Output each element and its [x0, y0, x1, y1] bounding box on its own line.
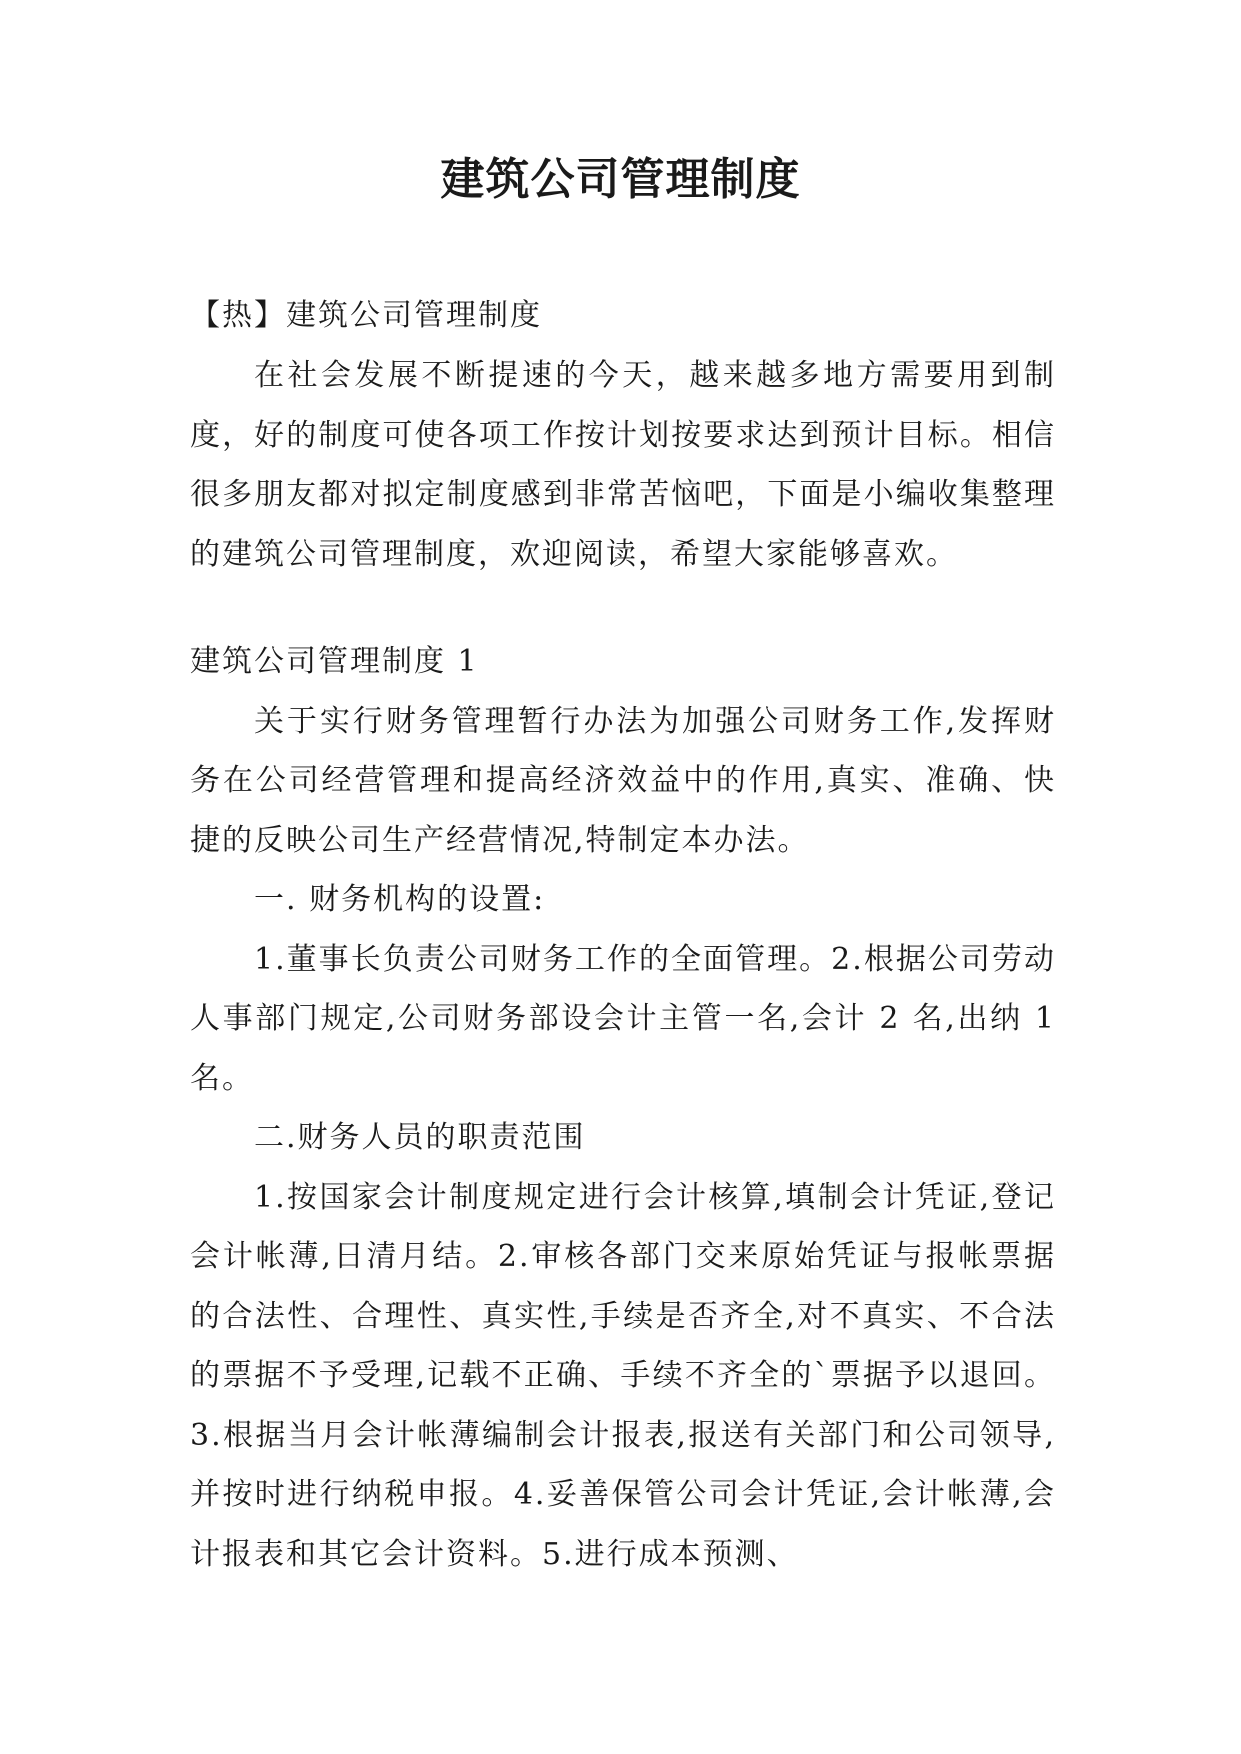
page-title: 建筑公司管理制度 [440, 154, 801, 205]
intro-heading: 【热】建筑公司管理制度 [190, 298, 542, 333]
heading-finance-organization: 一. 财务机构的设置: [254, 882, 546, 917]
section-heading: 建筑公司管理制度 1 [190, 644, 479, 679]
paragraph-finance-duties: 1.按国家会计制度规定进行会计核算,填制会计凭证,登记会计帐薄,日清月结。2.审核各部门交来原始凭证与报帐票据的合法性、合理性、真实性,手续是否齐全,对不真实、不合法的票据不予受理,记载不正确、手续不齐全的`票据予以退回。3.根据当月会计帐薄编制会计报表,报送有关部门和公司领导,并按时进行纳税申报。4.妥善保管公司会计凭证,会计帐薄,会计报表和其它会计资料。5.进行成本预测、 [190, 1179, 1056, 1572]
heading-finance-duties: 二.财务人员的职责范围 [254, 1120, 586, 1155]
section-block [190, 632, 1056, 1584]
paragraph-finance-organization: 1.董事长负责公司财务工作的全面管理。2.根据公司劳动人事部门规定,公司财务部设会计主管一名,会计 2 名,出纳 1 名。 [190, 941, 1056, 1096]
paragraph-purpose: 关于实行财务管理暂行办法为加强公司财务工作,发挥财务在公司经营管理和提高经济效益中的作用,真实、准确、快捷的反映公司生产经营情况,特制定本办法。 [190, 703, 1056, 858]
intro-paragraph: 在社会发展不断提速的今天，越来越多地方需要用到制度，好的制度可使各项工作按计划按要求达到预计目标。相信很多朋友都对拟定制度感到非常苦恼吧，下面是小编收集整理的建筑公司管理制度，欢迎阅读，希望大家能够喜欢。 [190, 358, 1056, 572]
